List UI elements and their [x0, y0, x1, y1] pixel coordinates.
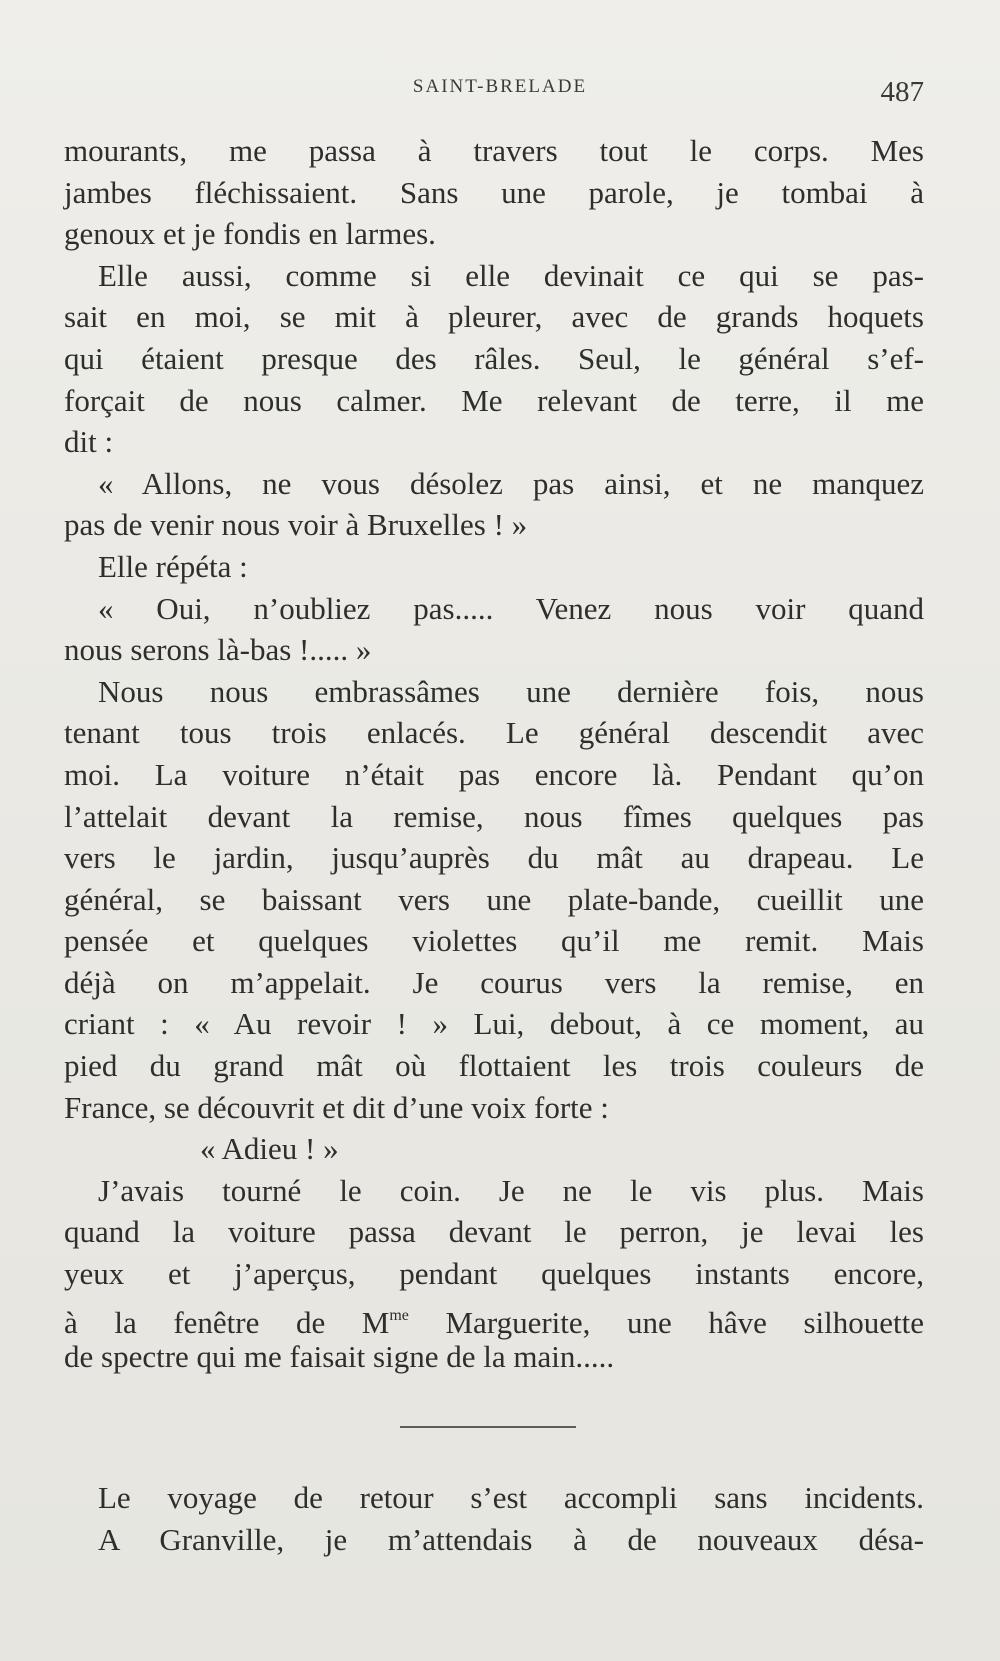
text-segment: Marguerite, une hâve silhouette [408, 1304, 924, 1340]
text-line [64, 1295, 924, 1340]
page-number: 487 [880, 76, 924, 108]
text-line: yeux et j’aperçus, pendant quelques instants encore, [64, 1256, 924, 1292]
text-line: forçait de nous calmer. Me relevant de terre, il me [64, 382, 924, 418]
text-line: criant : « Au revoir ! » Lui, debout, à ce moment, au [64, 1006, 924, 1042]
text-line: tenant tous trois enlacés. Le général descendit avec [64, 715, 924, 751]
text-line: « Allons, ne vous désolez pas ainsi, et ne manquez [98, 465, 924, 501]
text-line: pied du grand mât où flottaient les trois couleurs de [64, 1048, 924, 1084]
text-line: Elle aussi, comme si elle devinait ce qui se pas- [98, 257, 924, 293]
text-line: « Oui, n’oubliez pas..... Venez nous voir quand [98, 590, 924, 626]
text-line: dit : [64, 424, 114, 460]
text-line: genoux et je fondis en larmes. [64, 216, 436, 252]
text-line: quand la voiture passa devant le perron, je levai les [64, 1214, 924, 1250]
text-line: qui étaient presque des râles. Seul, le général s’ef- [64, 340, 924, 376]
text-line: J’avais tourné le coin. Je ne le vis plus. Mais [98, 1172, 924, 1208]
text-line: de spectre qui me faisait signe de la main..... [64, 1339, 615, 1375]
body-text [64, 130, 924, 1378]
superscript-abbreviation: me [389, 1306, 409, 1324]
next-section-text [64, 1477, 924, 1560]
text-line: moi. La voiture n’était pas encore là. Pendant qu’on [64, 756, 924, 792]
text-line: nous serons là-bas !..... » [64, 632, 372, 668]
running-head: SAINT-BRELADE [412, 76, 588, 97]
text-line: déjà on m’appelait. Je courus vers la remise, en [64, 964, 924, 1000]
text-line: « Adieu ! » [200, 1131, 339, 1167]
text-line: pensée et quelques violettes qu’il me remit. Mais [64, 923, 924, 959]
text-line: A Granville, je m’attendais à de nouveaux désa- [98, 1521, 924, 1557]
text-line: vers le jardin, jusqu’auprès du mât au drapeau. Le [64, 840, 924, 876]
section-divider [400, 1426, 576, 1428]
text-line: l’attelait devant la remise, nous fîmes quelques pas [64, 798, 924, 834]
text-line: Nous nous embrassâmes une dernière fois, nous [98, 673, 924, 709]
text-line: Elle répéta : [98, 548, 248, 584]
text-line: général, se baissant vers une plate-bande, cueillit une [64, 881, 924, 917]
text-line: pas de venir nous voir à Bruxelles ! » [64, 507, 528, 543]
text-line: Le voyage de retour s’est accompli sans incidents. [98, 1480, 924, 1515]
text-line: jambes fléchissaient. Sans une parole, je tombai à [64, 174, 924, 210]
text-segment: à la fenêtre de M [64, 1304, 390, 1340]
text-line: mourants, me passa à travers tout le corps. Mes [64, 133, 924, 168]
text-line: France, se découvrit et dit d’une voix forte : [64, 1089, 609, 1125]
text-line: sait en moi, se mit à pleurer, avec de grands hoquets [64, 299, 924, 335]
